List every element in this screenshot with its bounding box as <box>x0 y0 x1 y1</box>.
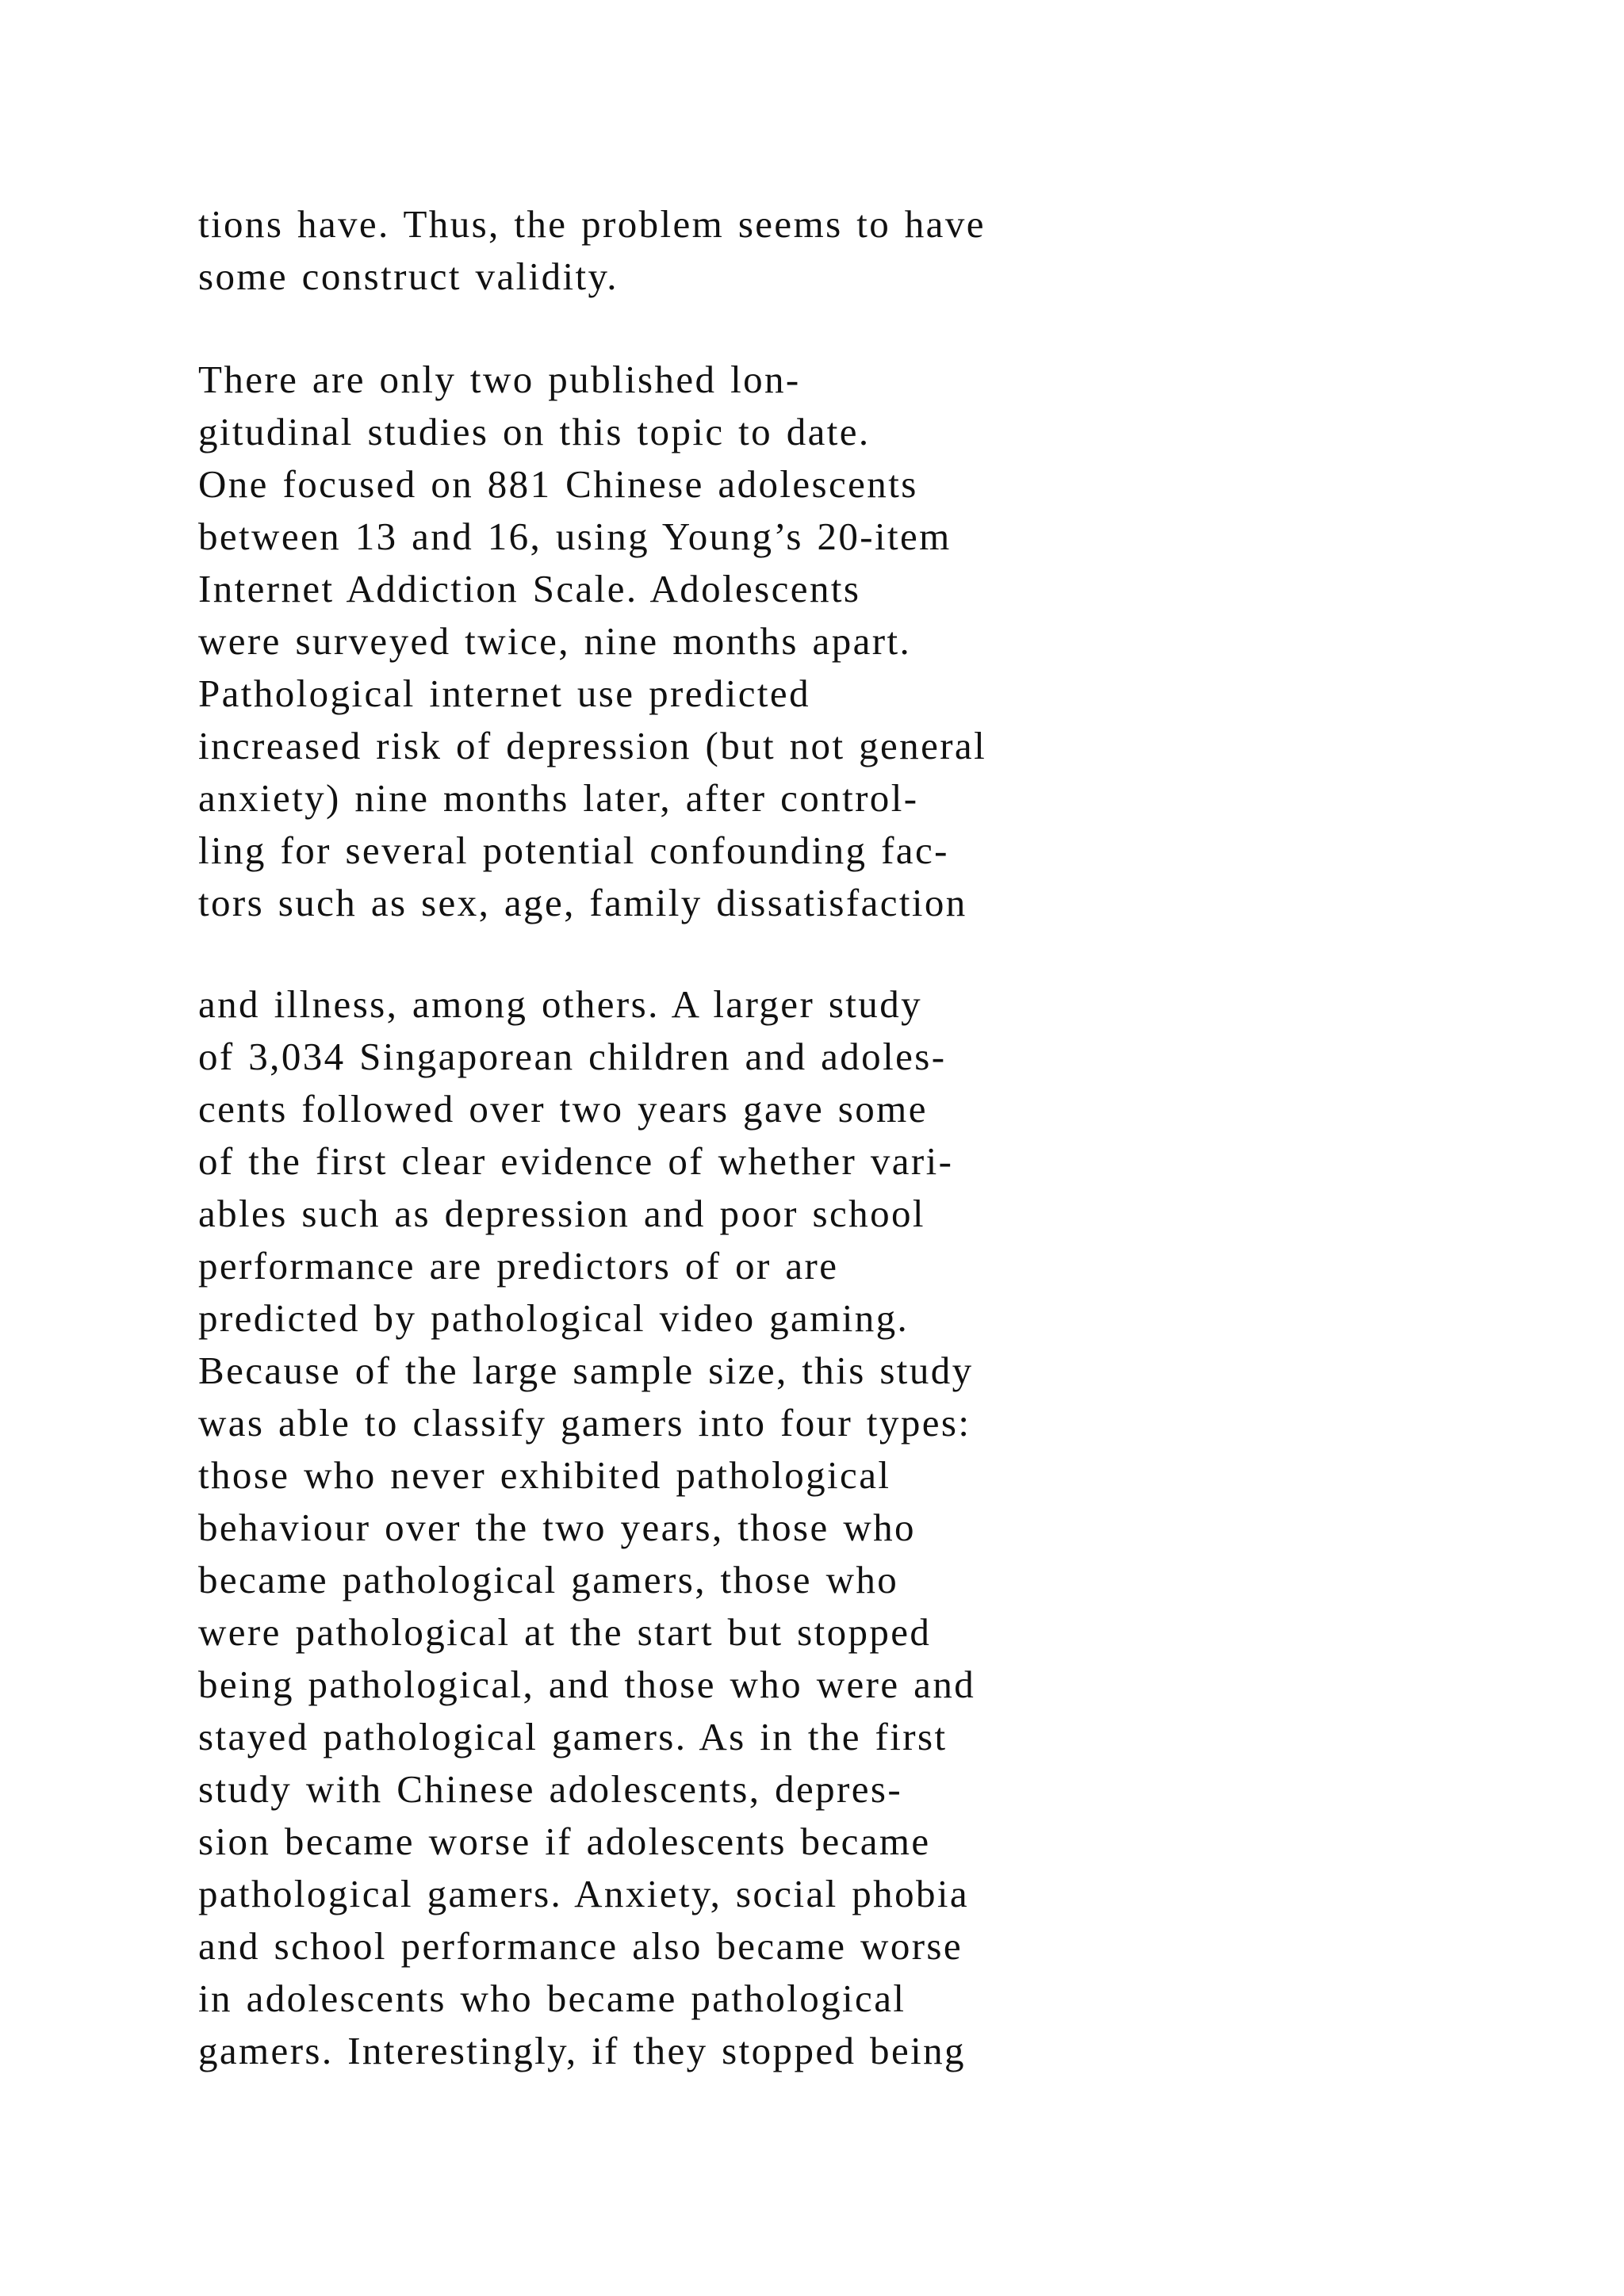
text-line: pathological gamers. Anxiety, social phobia <box>198 1872 970 1915</box>
text-line: behaviour over the two years, those who <box>198 1506 916 1549</box>
text-line: Because of the large sample size, this study <box>198 1349 974 1392</box>
text-line: anxiety) nine months later, after control- <box>198 776 919 820</box>
text-line: increased risk of depression (but not general <box>198 724 987 767</box>
text-line: study with Chinese adolescents, depres- <box>198 1767 903 1811</box>
text-line: sion became worse if adolescents became <box>198 1820 931 1863</box>
paragraph-longitudinal-studies <box>198 354 1467 929</box>
text-line: performance are predictors of or are <box>198 1244 839 1288</box>
text-line: predicted by pathological video gaming. <box>198 1296 910 1340</box>
text-line: There are only two published lon- <box>198 358 801 401</box>
text-line: and illness, among others. A larger study <box>198 982 923 1026</box>
text-line: in adolescents who became pathological <box>198 1976 906 2020</box>
text-line: being pathological, and those who were and <box>198 1663 976 1706</box>
text-line: One focused on 881 Chinese adolescents <box>198 462 918 506</box>
text-line: and school performance also became worse <box>198 1924 963 1968</box>
text-line: Pathological internet use predicted <box>198 672 810 715</box>
text-line: gitudinal studies on this topic to date. <box>198 410 871 453</box>
text-line: was able to classify gamers into four types: <box>198 1401 971 1445</box>
text-line: stayed pathological gamers. As in the first <box>198 1715 948 1758</box>
text-line: tors such as sex, age, family dissatisfaction <box>198 881 967 924</box>
text-line: Internet Addiction Scale. Adolescents <box>198 567 861 610</box>
text-line: between 13 and 16, using Young’s 20-item <box>198 515 952 558</box>
paragraph-construct-validity <box>198 198 1467 303</box>
text-line: tions have. Thus, the problem seems to have <box>198 202 986 246</box>
text-line: ling for several potential confounding fac- <box>198 828 949 872</box>
text-line: gamers. Interestingly, if they stopped being <box>198 2029 966 2072</box>
text-line: were pathological at the start but stopped <box>198 1610 932 1654</box>
text-line: those who never exhibited pathological <box>198 1453 891 1497</box>
text-line: ables such as depression and poor school <box>198 1192 925 1235</box>
text-line: of the first clear evidence of whether vari- <box>198 1139 954 1183</box>
text-line: cents followed over two years gave some <box>198 1087 928 1131</box>
text-line: some construct validity. <box>198 254 619 298</box>
paragraph-singapore-study <box>198 978 1467 2077</box>
text-line: became pathological gamers, those who <box>198 1558 899 1601</box>
text-line: were surveyed twice, nine months apart. <box>198 619 912 663</box>
text-line: of 3,034 Singaporean children and adoles- <box>198 1035 947 1078</box>
